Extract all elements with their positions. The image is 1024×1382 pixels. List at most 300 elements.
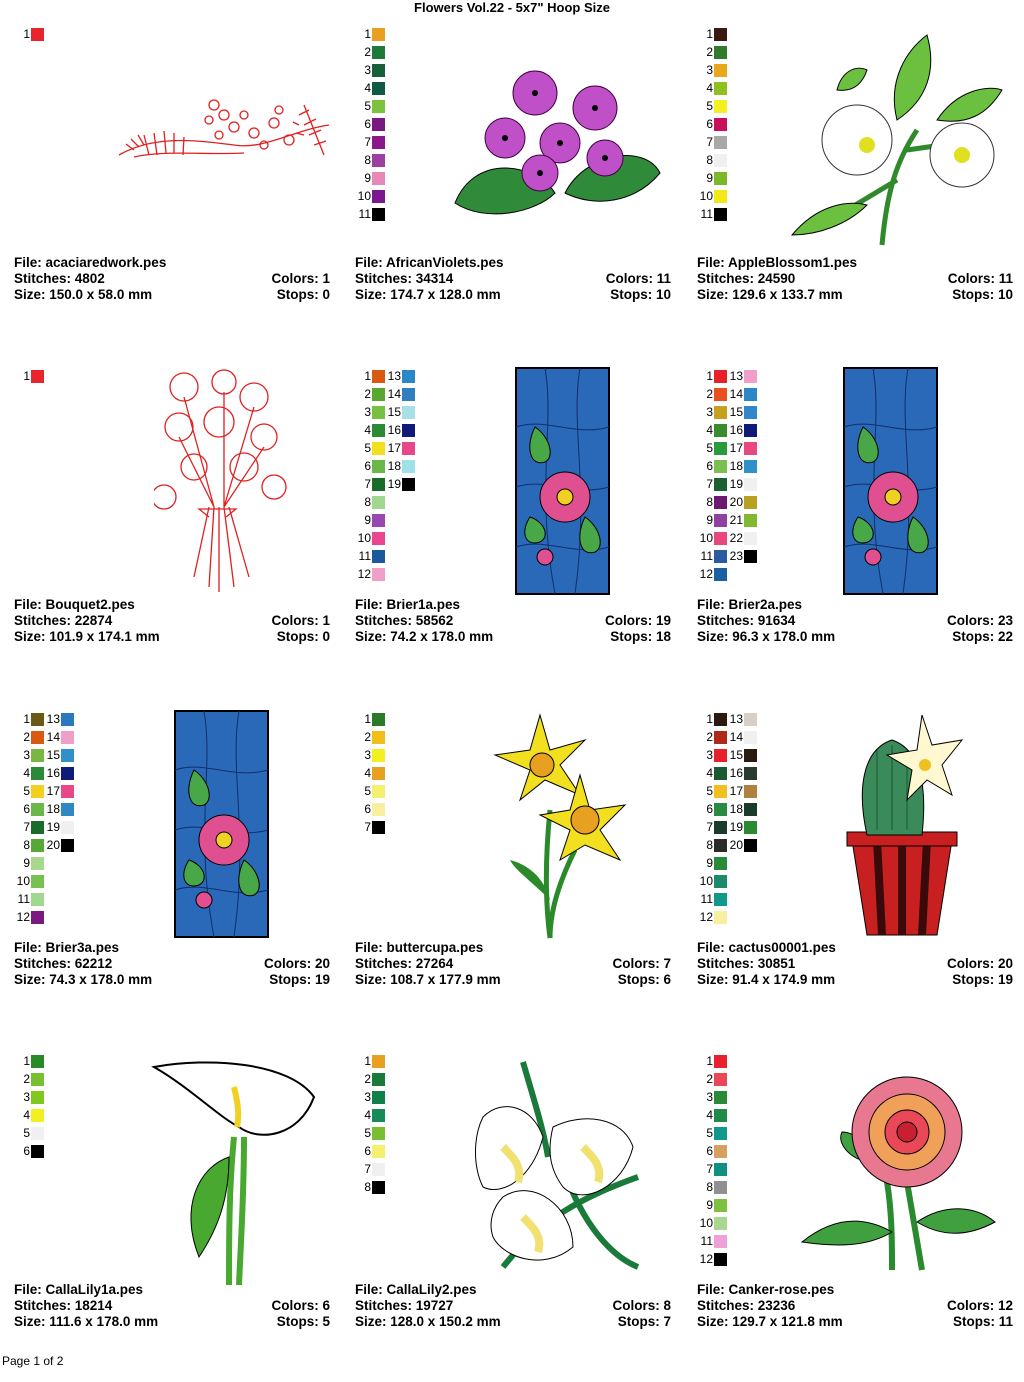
color-swatch — [727, 457, 757, 475]
color-swatch — [14, 872, 44, 890]
swatch-number: 9 — [706, 856, 713, 870]
swatch-number: 11 — [700, 892, 713, 906]
design-size: Size: 96.3 x 178.0 mm — [697, 629, 836, 644]
swatch-number: 3 — [364, 63, 371, 77]
stitch-count: Stitches: 19727 — [355, 1298, 454, 1313]
swatch-color — [714, 64, 727, 77]
swatch-color — [744, 370, 757, 383]
color-swatch — [355, 529, 385, 547]
color-swatch — [697, 457, 727, 475]
swatch-color — [744, 532, 757, 545]
swatch-number: 9 — [706, 171, 713, 185]
swatch-number: 2 — [364, 730, 371, 744]
swatch-color — [402, 460, 415, 473]
swatch-number: 18 — [387, 459, 401, 473]
design-size: Size: 129.7 x 121.8 mm — [697, 1314, 843, 1329]
brier-stained-glass-icon — [174, 710, 269, 943]
swatch-color — [744, 713, 757, 726]
swatch-color — [61, 767, 74, 780]
swatch-color — [744, 514, 757, 527]
color-swatch — [355, 43, 385, 61]
swatch-number: 10 — [699, 1216, 713, 1230]
color-swatch — [697, 782, 727, 800]
acacia-redwork-icon — [114, 95, 334, 200]
swatch-color — [61, 713, 74, 726]
color-swatch — [355, 1106, 385, 1124]
design-card — [355, 25, 685, 355]
swatch-number: 4 — [364, 81, 371, 95]
african-violet-icon — [445, 63, 665, 228]
swatch-color — [714, 82, 727, 95]
stop-count: Stops: 19 — [952, 972, 1013, 987]
swatch-color — [714, 893, 727, 906]
swatch-color — [31, 731, 44, 744]
swatch-number: 6 — [364, 459, 371, 473]
swatch-color — [744, 406, 757, 419]
swatch-number: 11 — [358, 207, 371, 221]
color-swatch — [355, 1124, 385, 1142]
swatch-number: 2 — [706, 45, 713, 59]
swatch-color — [714, 424, 727, 437]
design-size: Size: 101.9 x 174.1 mm — [14, 629, 160, 644]
design-card — [355, 367, 685, 697]
stitch-count: Stitches: 62212 — [14, 956, 113, 971]
stitch-count: Stitches: 58562 — [355, 613, 454, 628]
swatch-color — [61, 785, 74, 798]
brier-stained-glass-icon — [515, 367, 610, 600]
swatch-color — [714, 496, 727, 509]
color-swatch — [355, 115, 385, 133]
file-name: File: Bouquet2.pes — [14, 597, 135, 612]
color-swatch — [385, 367, 415, 385]
swatch-color — [714, 1181, 727, 1194]
color-count: Colors: 11 — [605, 271, 671, 286]
design-info — [697, 255, 1013, 303]
color-swatch — [697, 764, 727, 782]
swatch-color — [714, 532, 727, 545]
swatch-color — [744, 803, 757, 816]
swatch-number: 3 — [364, 1090, 371, 1104]
swatch-color — [714, 406, 727, 419]
color-swatch — [697, 1196, 727, 1214]
swatch-color — [372, 767, 385, 780]
color-swatch — [355, 457, 385, 475]
swatch-color — [372, 478, 385, 491]
swatch-color — [31, 803, 44, 816]
swatch-number: 1 — [364, 27, 371, 41]
swatch-number: 4 — [706, 423, 713, 437]
color-count: Colors: 1 — [271, 271, 330, 286]
color-swatch — [697, 367, 727, 385]
swatch-number: 3 — [23, 1090, 30, 1104]
color-swatch — [14, 710, 44, 728]
swatch-color — [714, 568, 727, 581]
color-swatch — [697, 800, 727, 818]
swatch-color — [744, 478, 757, 491]
swatch-color — [714, 28, 727, 41]
design-size: Size: 108.7 x 177.9 mm — [355, 972, 501, 987]
swatch-color — [402, 406, 415, 419]
swatch-color — [31, 1109, 44, 1122]
color-swatch — [697, 151, 727, 169]
design-size: Size: 129.6 x 133.7 mm — [697, 287, 843, 302]
swatch-color — [714, 514, 727, 527]
swatch-color — [61, 821, 74, 834]
stop-count: Stops: 10 — [610, 287, 671, 302]
swatch-color — [714, 1073, 727, 1086]
color-swatch — [355, 547, 385, 565]
swatch-color — [714, 713, 727, 726]
color-swatch — [697, 818, 727, 836]
swatch-color — [372, 803, 385, 816]
color-count: Colors: 12 — [946, 1298, 1013, 1313]
swatch-number: 7 — [706, 135, 713, 149]
color-swatch — [697, 475, 727, 493]
color-count: Colors: 23 — [946, 613, 1013, 628]
swatch-number: 1 — [364, 712, 371, 726]
swatch-number: 13 — [729, 712, 743, 726]
color-swatch — [385, 421, 415, 439]
color-swatch — [697, 493, 727, 511]
swatch-color — [714, 118, 727, 131]
swatch-number: 15 — [387, 405, 401, 419]
color-swatch — [355, 187, 385, 205]
color-swatch — [727, 547, 757, 565]
swatch-number: 10 — [357, 189, 371, 203]
swatch-number: 15 — [729, 748, 743, 762]
bouquet-redwork-icon — [154, 367, 294, 602]
swatch-number: 7 — [23, 820, 30, 834]
swatch-number: 22 — [729, 531, 743, 545]
color-swatch — [355, 565, 385, 583]
color-swatch — [697, 854, 727, 872]
color-swatch — [697, 1052, 727, 1070]
swatch-color — [744, 460, 757, 473]
swatch-color — [714, 1091, 727, 1104]
swatch-number: 8 — [706, 838, 713, 852]
swatch-number: 5 — [706, 441, 713, 455]
color-swatch — [355, 710, 385, 728]
swatch-color — [714, 550, 727, 563]
color-swatch — [727, 493, 757, 511]
color-swatch — [355, 61, 385, 79]
swatch-color — [372, 208, 385, 221]
stop-count: Stops: 5 — [276, 1314, 330, 1329]
swatch-number: 2 — [706, 387, 713, 401]
swatch-color — [714, 370, 727, 383]
file-name: File: AfricanViolets.pes — [355, 255, 504, 270]
file-name: File: CallaLily1a.pes — [14, 1282, 144, 1297]
color-swatch — [697, 25, 727, 43]
swatch-number: 6 — [23, 802, 30, 816]
color-swatch — [697, 872, 727, 890]
color-swatch — [355, 746, 385, 764]
color-swatch — [355, 1088, 385, 1106]
swatch-number: 7 — [706, 1162, 713, 1176]
color-swatch — [355, 133, 385, 151]
color-swatch — [697, 728, 727, 746]
color-swatch — [44, 764, 74, 782]
apple-blossom-icon — [787, 30, 1007, 255]
stitch-count: Stitches: 23236 — [697, 1298, 796, 1313]
swatch-number: 11 — [700, 549, 713, 563]
swatch-number: 10 — [357, 531, 371, 545]
color-swatch — [14, 890, 44, 908]
swatch-color — [372, 821, 385, 834]
swatch-number: 4 — [364, 1108, 371, 1122]
color-swatch — [355, 367, 385, 385]
swatch-color — [714, 803, 727, 816]
color-swatch — [727, 764, 757, 782]
color-swatch — [355, 1160, 385, 1178]
color-count: Colors: 20 — [946, 956, 1013, 971]
swatch-color — [372, 370, 385, 383]
stop-count: Stops: 19 — [269, 972, 330, 987]
swatch-color — [744, 550, 757, 563]
color-swatch — [697, 43, 727, 61]
design-card — [14, 1052, 344, 1382]
color-swatch — [697, 1142, 727, 1160]
swatch-number: 14 — [729, 387, 743, 401]
color-swatch — [727, 367, 757, 385]
swatch-color — [402, 442, 415, 455]
stop-count: Stops: 0 — [276, 287, 330, 302]
swatch-color — [31, 857, 44, 870]
stitch-count: Stitches: 34314 — [355, 271, 454, 286]
color-count: Colors: 1 — [271, 613, 330, 628]
swatch-color — [744, 442, 757, 455]
swatch-color — [31, 1091, 44, 1104]
color-swatch — [355, 1142, 385, 1160]
swatch-number: 10 — [16, 874, 30, 888]
file-name: File: Canker-rose.pes — [697, 1282, 835, 1297]
swatch-number: 2 — [364, 387, 371, 401]
swatch-number: 6 — [364, 117, 371, 131]
swatch-number: 2 — [23, 730, 30, 744]
swatch-number: 17 — [729, 441, 743, 455]
stop-count: Stops: 0 — [276, 629, 330, 644]
swatch-number: 21 — [729, 513, 743, 527]
swatch-number: 18 — [46, 802, 60, 816]
color-swatch — [697, 746, 727, 764]
color-swatch — [355, 728, 385, 746]
color-swatch — [14, 854, 44, 872]
color-swatch — [355, 79, 385, 97]
swatch-color — [31, 28, 44, 41]
stitch-count: Stitches: 91634 — [697, 613, 796, 628]
swatch-number: 7 — [364, 477, 371, 491]
swatch-color — [31, 1055, 44, 1068]
swatch-number: 15 — [46, 748, 60, 762]
stitch-count: Stitches: 30851 — [697, 956, 796, 971]
swatch-color — [714, 172, 727, 185]
color-swatch — [727, 836, 757, 854]
swatch-number: 17 — [387, 441, 401, 455]
design-info — [697, 597, 1013, 645]
swatch-color — [714, 46, 727, 59]
swatch-number: 16 — [729, 766, 743, 780]
color-swatch — [355, 205, 385, 223]
swatch-color — [744, 496, 757, 509]
swatch-number: 5 — [706, 1126, 713, 1140]
color-swatch — [14, 1106, 44, 1124]
swatch-color — [714, 1109, 727, 1122]
color-swatch — [355, 800, 385, 818]
swatch-color — [372, 406, 385, 419]
swatch-color — [372, 713, 385, 726]
color-swatch — [44, 818, 74, 836]
design-info — [355, 597, 671, 645]
swatch-color — [744, 785, 757, 798]
color-swatch — [697, 836, 727, 854]
color-swatch — [385, 439, 415, 457]
color-count: Colors: 20 — [263, 956, 330, 971]
stop-count: Stops: 6 — [617, 972, 671, 987]
swatch-color — [402, 478, 415, 491]
swatch-number: 3 — [23, 748, 30, 762]
swatch-number: 4 — [706, 766, 713, 780]
design-info — [14, 1282, 330, 1330]
color-swatch — [727, 511, 757, 529]
swatch-number: 6 — [706, 802, 713, 816]
color-swatch — [385, 475, 415, 493]
swatch-number: 11 — [17, 892, 30, 906]
color-swatch — [355, 782, 385, 800]
swatch-color — [31, 1145, 44, 1158]
color-swatch — [727, 746, 757, 764]
swatch-number: 10 — [699, 531, 713, 545]
swatch-color — [372, 64, 385, 77]
color-swatch — [14, 367, 44, 385]
color-swatch — [14, 836, 44, 854]
color-swatch — [355, 818, 385, 836]
swatch-color — [372, 1073, 385, 1086]
design-card — [14, 710, 344, 1040]
color-swatch — [697, 385, 727, 403]
swatch-number: 9 — [364, 171, 371, 185]
color-swatch — [697, 187, 727, 205]
swatch-number: 9 — [706, 513, 713, 527]
swatch-number: 13 — [387, 369, 401, 383]
design-info — [355, 940, 671, 988]
color-swatch — [727, 728, 757, 746]
color-swatch — [697, 511, 727, 529]
swatch-color — [744, 388, 757, 401]
swatch-color — [714, 190, 727, 203]
color-swatch — [44, 836, 74, 854]
swatch-color — [714, 875, 727, 888]
file-name: File: CallaLily2.pes — [355, 1282, 477, 1297]
swatch-number: 16 — [729, 423, 743, 437]
design-size: Size: 91.4 x 174.9 mm — [697, 972, 836, 987]
color-swatch — [697, 439, 727, 457]
design-info — [355, 255, 671, 303]
design-card — [697, 710, 1024, 1040]
color-count: Colors: 8 — [612, 1298, 671, 1313]
design-info — [14, 940, 330, 988]
swatch-color — [31, 875, 44, 888]
calla-lily-icon — [149, 1057, 319, 1292]
swatch-color — [714, 767, 727, 780]
swatch-color — [372, 460, 385, 473]
swatch-number: 6 — [23, 1144, 30, 1158]
file-name: File: acaciaredwork.pes — [14, 255, 167, 270]
color-swatch — [355, 421, 385, 439]
color-swatch — [697, 421, 727, 439]
color-swatch — [14, 800, 44, 818]
color-swatch — [697, 205, 727, 223]
swatch-number: 14 — [46, 730, 60, 744]
swatch-number: 11 — [700, 207, 713, 221]
swatch-number: 3 — [706, 748, 713, 762]
swatch-number: 18 — [729, 459, 743, 473]
stitch-count: Stitches: 22874 — [14, 613, 113, 628]
page-footer: Page 1 of 2 — [2, 1354, 64, 1368]
color-swatch — [727, 710, 757, 728]
swatch-number: 19 — [729, 820, 743, 834]
color-swatch — [697, 61, 727, 79]
color-swatch — [727, 782, 757, 800]
color-swatch — [697, 1232, 727, 1250]
swatch-number: 9 — [23, 856, 30, 870]
swatch-color — [372, 442, 385, 455]
color-swatch — [727, 800, 757, 818]
swatch-color — [714, 857, 727, 870]
swatch-color — [372, 785, 385, 798]
color-swatch — [385, 403, 415, 421]
swatch-color — [372, 46, 385, 59]
swatch-number: 19 — [46, 820, 60, 834]
color-swatch — [14, 764, 44, 782]
swatch-number: 5 — [364, 1126, 371, 1140]
swatch-number: 6 — [706, 117, 713, 131]
swatch-color — [372, 424, 385, 437]
stop-count: Stops: 7 — [617, 1314, 671, 1329]
swatch-color — [714, 731, 727, 744]
swatch-color — [372, 1091, 385, 1104]
swatch-color — [31, 767, 44, 780]
color-swatch — [355, 1070, 385, 1088]
swatch-number: 20 — [729, 495, 743, 509]
swatch-number: 1 — [23, 369, 30, 383]
design-card — [697, 1052, 1024, 1382]
swatch-color — [31, 1073, 44, 1086]
swatch-color — [372, 532, 385, 545]
swatch-number: 4 — [23, 766, 30, 780]
swatch-number: 8 — [364, 495, 371, 509]
swatch-number: 3 — [364, 748, 371, 762]
swatch-number: 23 — [729, 549, 743, 563]
swatch-number: 12 — [699, 567, 713, 581]
color-swatch — [697, 1088, 727, 1106]
color-count: Colors: 19 — [604, 613, 671, 628]
color-swatch — [355, 439, 385, 457]
swatch-number: 1 — [364, 369, 371, 383]
swatch-number: 19 — [729, 477, 743, 491]
page-title: Flowers Vol.22 - 5x7" Hoop Size — [414, 0, 610, 15]
swatch-color — [372, 1109, 385, 1122]
swatch-color — [744, 839, 757, 852]
swatch-number: 7 — [364, 820, 371, 834]
design-card — [355, 1052, 685, 1382]
swatch-color — [714, 1235, 727, 1248]
swatch-color — [372, 568, 385, 581]
color-swatch — [727, 385, 757, 403]
canker-rose-icon — [797, 1072, 997, 1277]
color-swatch — [727, 818, 757, 836]
swatch-number: 4 — [23, 1108, 30, 1122]
color-swatch — [355, 385, 385, 403]
